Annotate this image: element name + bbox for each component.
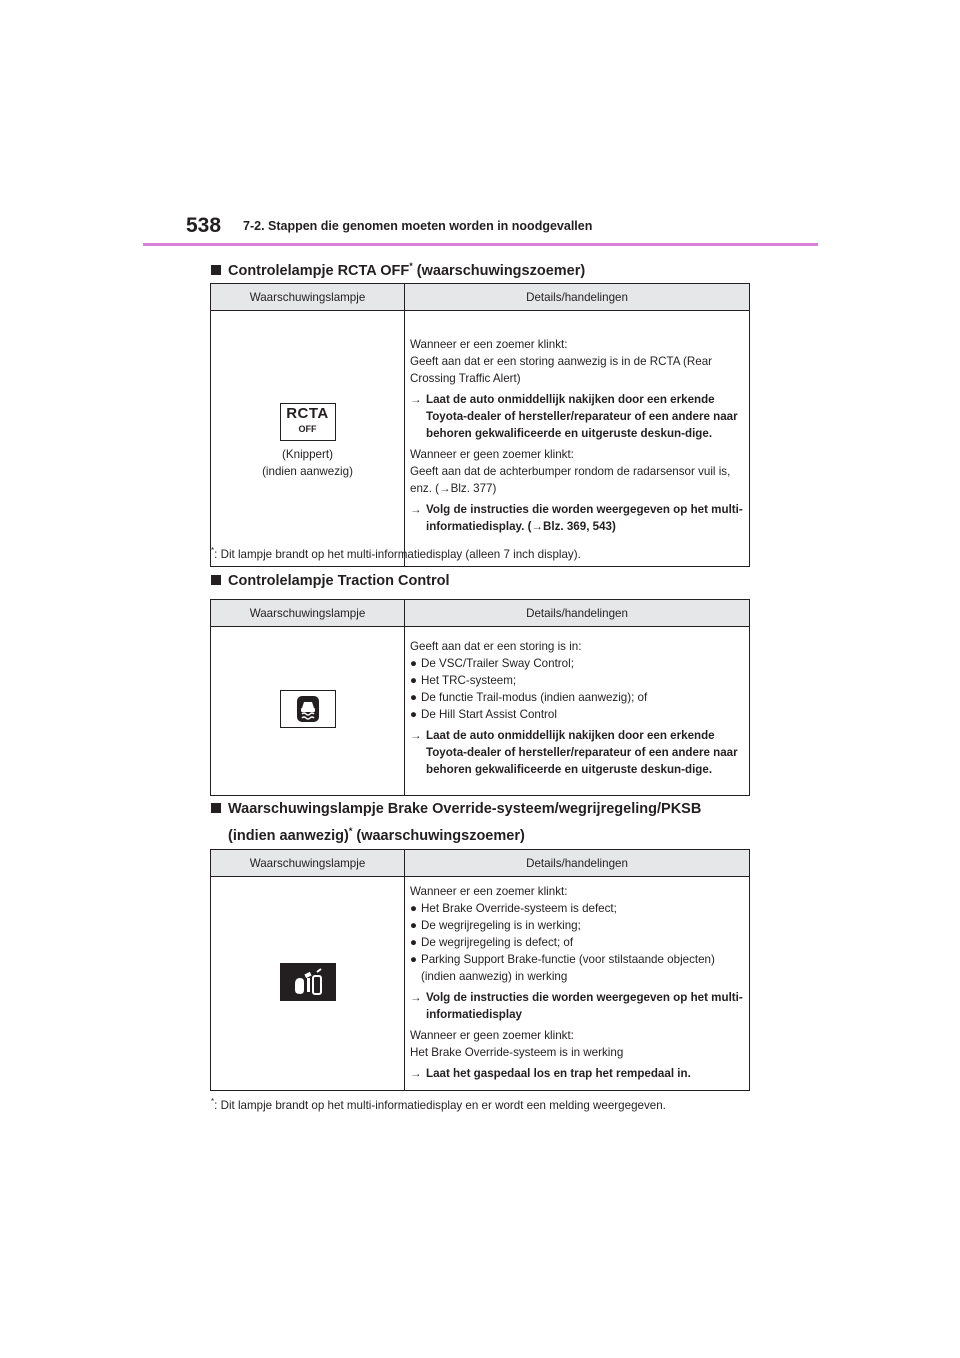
column-header: Details/handelingen	[405, 284, 750, 311]
list-item: ● De functie Trail-modus (indien aanwezig); of	[410, 691, 648, 704]
details-cell	[405, 877, 750, 1091]
arrow-icon: →	[410, 1067, 422, 1080]
table-rcta	[210, 283, 750, 567]
square-bullet-icon	[211, 575, 221, 585]
list-item: ● Parking Support Brake-functie (voor stilstaande objecten)	[410, 953, 715, 966]
column-header: Details/handelingen	[405, 600, 750, 627]
intro-text: Geeft aan dat er een storing is in:	[410, 640, 582, 653]
header-divider	[143, 243, 818, 246]
traction-control-icon	[280, 690, 336, 728]
bullet-icon: ●	[410, 902, 418, 915]
square-bullet-icon	[211, 803, 221, 813]
bullet-icon: ●	[410, 936, 418, 949]
action-item: → Laat het gaspedaal los en trap het rempedaal in.	[410, 1067, 691, 1080]
list-item: ● De VSC/Trailer Sway Control;	[410, 657, 574, 670]
page-number: 538	[186, 214, 222, 237]
bullet-icon: ●	[410, 657, 418, 670]
section-title-brake-override: Waarschuwingslampje Brake Override-systeem/wegrijregeling/PKSB (indien aanwezig)* (waarschuwingszoemer)	[211, 798, 701, 847]
arrow-icon: →	[410, 393, 422, 406]
column-header: Waarschuwingslampje	[211, 850, 405, 877]
chapter-title: 7-2. Stappen die genomen moeten worden in noodgevallen	[243, 219, 593, 233]
column-header: Details/handelingen	[405, 850, 750, 877]
icon-cell	[211, 627, 405, 796]
action-item: → Volg de instructies die worden weergegeven op het multi-informatiedisplay	[410, 991, 743, 1021]
bullet-icon: ●	[410, 691, 418, 704]
arrow-icon: →	[410, 991, 422, 1004]
condition-text: Wanneer er geen zoemer klinkt: Geeft aan dat de achterbumper rondom de radarsensor vuil is, enz. (→Blz. 377)	[410, 448, 731, 495]
section-title-traction-control: Controlelampje Traction Control	[211, 570, 450, 592]
list-item: ● De wegrijregeling is defect; of	[410, 936, 574, 949]
list-item-continuation: (indien aanwezig) in werking	[421, 970, 568, 983]
bullet-icon: ●	[410, 674, 418, 687]
condition-text: Wanneer er geen zoemer klinkt: Het Brake Override-systeem is in werking	[410, 1029, 624, 1059]
column-header: Waarschuwingslampje	[211, 284, 405, 311]
list-item: ● Het TRC-systeem;	[410, 674, 517, 687]
action-item: → Laat de auto onmiddellijk nakijken door een erkende Toyota-dealer of hersteller/reparateur of een andere naar behoren gekwalificeerde en uitgeruste deskun-dige.	[410, 393, 738, 440]
list-item: ● De Hill Start Assist Control	[410, 708, 557, 721]
list-item: ● Het Brake Override-systeem is defect;	[410, 902, 617, 915]
details-cell	[405, 311, 750, 567]
table-brake-override	[210, 849, 750, 1091]
square-bullet-icon	[211, 265, 221, 275]
intro-text: Wanneer er een zoemer klinkt:	[410, 885, 568, 898]
table-traction-control	[210, 599, 750, 796]
icon-caption: (indien aanwezig)	[262, 465, 353, 478]
bullet-icon: ●	[410, 708, 418, 721]
rcta-off-icon: RCTA OFF	[280, 403, 336, 441]
bullet-icon: ●	[410, 953, 418, 966]
brake-override-icon	[280, 963, 336, 1001]
footnote: *: Dit lampje brandt op het multi-informatiedisplay (alleen 7 inch display).	[211, 546, 581, 561]
icon-cell	[211, 311, 405, 567]
section-title-rcta: Controlelampje RCTA OFF* (waarschuwingszoemer)	[211, 255, 585, 282]
action-item: → Volg de instructies die worden weergegeven op het multi-informatiedisplay. (→Blz. 369, 543)	[410, 503, 743, 533]
icon-caption: (Knippert)	[282, 448, 333, 461]
arrow-icon: →	[410, 729, 422, 742]
bullet-icon: ●	[410, 919, 418, 932]
list-item: ● De wegrijregeling is in werking;	[410, 919, 581, 932]
icon-cell	[211, 877, 405, 1091]
footnote: *: Dit lampje brandt op het multi-informatiedisplay en er wordt een melding weergegeven.	[211, 1097, 666, 1112]
action-item: → Laat de auto onmiddellijk nakijken door een erkende Toyota-dealer of hersteller/reparateur of een andere naar behoren gekwalificeerde en uitgeruste deskun-dige.	[410, 729, 738, 776]
details-cell	[405, 627, 750, 796]
arrow-icon: →	[410, 503, 422, 516]
column-header: Waarschuwingslampje	[211, 600, 405, 627]
condition-text: Wanneer er een zoemer klinkt: Geeft aan dat er een storing aanwezig is in de RCTA (Rear Crossing Traffic Alert)	[410, 338, 713, 385]
